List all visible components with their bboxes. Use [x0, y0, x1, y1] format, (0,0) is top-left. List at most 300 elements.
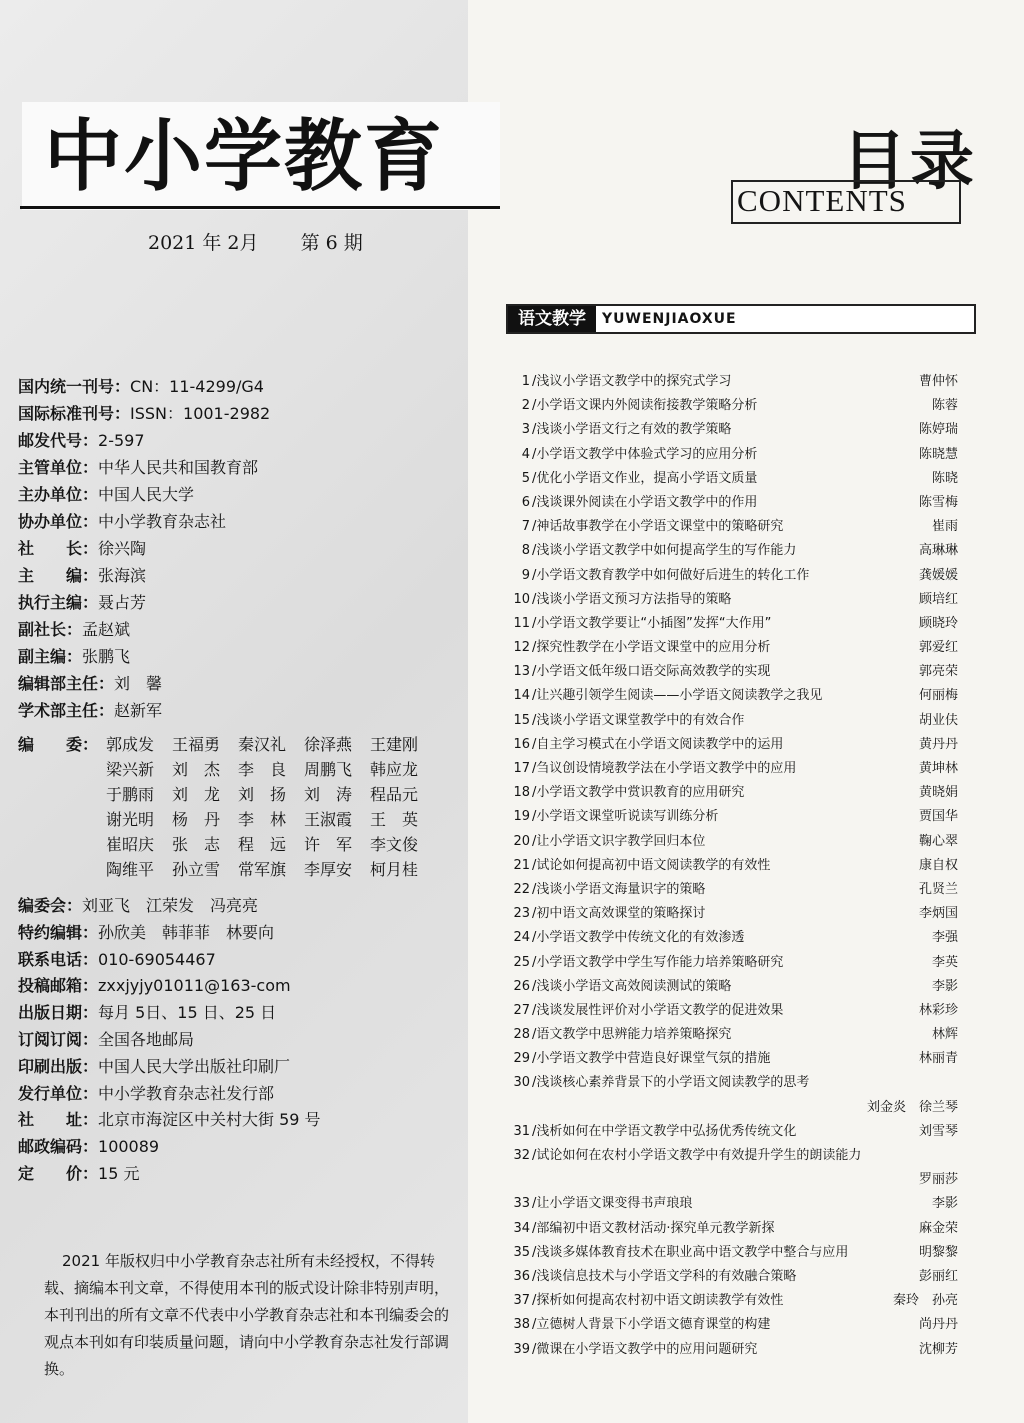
toc-item-title [508, 709, 744, 733]
toc-item-text: 立德树人背景下小学语文德育课堂的构建 [536, 1317, 771, 1333]
toc-item[interactable] [508, 418, 958, 442]
editor-row [18, 782, 458, 807]
toc-separator: / [532, 785, 537, 801]
info-key: 副社长： [18, 620, 83, 639]
toc-item-author: 麻金荣 [918, 1220, 958, 1236]
issue-date: 2021 年 2月 [148, 232, 259, 254]
info-value: 每月 5日、15 日、25 日 [98, 1003, 277, 1023]
info-value: 张鹏飞 [82, 647, 131, 666]
editor-name: 程品元 [370, 785, 419, 804]
info-row [18, 427, 458, 454]
toc-item-title [508, 1144, 861, 1168]
toc-item-text: 浅谈小学语文高效阅读测试的策略 [536, 978, 732, 994]
editor-name: 刘 杰 [172, 760, 221, 779]
toc-item-title [508, 636, 770, 660]
toc-separator: / [532, 1123, 537, 1139]
editor-name: 孙立雪 [172, 860, 221, 879]
issue-line [148, 228, 399, 255]
toc-separator: / [532, 930, 537, 946]
info-key: 定 价： [18, 1163, 99, 1183]
toc-item[interactable] [508, 1241, 958, 1265]
toc-item-author: 鞠心翠 [918, 833, 958, 849]
toc-item-title [508, 370, 731, 394]
toc-item-title [508, 491, 757, 515]
toc-item-text: 语文教学中思辨能力培养策略探究 [536, 1027, 732, 1043]
toc-item-author: 曹仲怀 [918, 374, 958, 389]
toc-item[interactable] [508, 515, 958, 539]
editor-row [18, 807, 458, 832]
toc-item-number: 4 [521, 446, 530, 462]
toc-separator: / [532, 1075, 537, 1091]
editorial-board-label: 编 委： [18, 735, 99, 754]
toc-item-text: 让小学语文识字教学回归本位 [536, 833, 706, 849]
toc-item-text: 小学语文课堂听说读写训练分析 [536, 809, 719, 825]
toc-item-text: 探析如何提高农村初中语文朗读教学有效性 [536, 1293, 784, 1309]
info-key: 印刷出版： [18, 1056, 99, 1076]
toc-item-title [508, 684, 822, 708]
toc-item-title [508, 1192, 692, 1216]
info-key: 投稿邮箱： [18, 976, 99, 996]
editor-name: 韩应龙 [370, 760, 419, 779]
toc-item-number: 18 [513, 785, 530, 801]
toc-item-number: 38 [513, 1317, 530, 1333]
info-row [18, 481, 458, 508]
toc-item[interactable] [508, 1192, 958, 1216]
toc-item-text: 微课在小学语文教学中的应用问题研究 [536, 1341, 758, 1357]
info-row [18, 947, 458, 974]
toc-item-title [508, 999, 783, 1023]
editor-name: 王福勇 [172, 735, 221, 754]
toc-item-number: 28 [513, 1027, 530, 1043]
toc-item-number: 36 [513, 1268, 530, 1284]
info-row [18, 1000, 458, 1027]
toc-separator: / [532, 978, 537, 994]
editor-name: 谢光明 [106, 810, 155, 829]
toc-item[interactable] [508, 975, 958, 999]
contents-title-en: CONTENTS [737, 183, 907, 218]
info-value: zxxjyjy01011@163-com [98, 976, 291, 996]
toc-item-author: 郭亮荣 [918, 664, 958, 680]
toc-item-author: 顾培红 [918, 591, 958, 607]
editor-name: 王建刚 [370, 735, 419, 754]
toc-item-author: 林辉 [931, 1027, 958, 1043]
toc-item-author: 秦玲 孙亮 [892, 1293, 958, 1309]
toc-item-number: 29 [513, 1051, 530, 1067]
toc-item[interactable] [508, 539, 958, 563]
toc-item-text: 让兴趣引领学生阅读——小学语文阅读教学之我见 [536, 688, 823, 704]
toc-item-text: 小学语文教育教学中如何做好后进生的转化工作 [536, 567, 810, 583]
toc-item[interactable] [508, 370, 958, 394]
toc-separator: / [532, 809, 537, 825]
toc-item-author: 林彩珍 [918, 1002, 958, 1018]
toc-item[interactable] [508, 1217, 958, 1241]
editor-name: 李 良 [238, 760, 287, 779]
info-value: 刘 馨 [114, 674, 163, 693]
toc-item-author: 崔雨 [931, 519, 958, 535]
info-key: 邮政编码： [18, 1137, 99, 1157]
editor-name: 王淑霞 [304, 810, 353, 829]
toc-item[interactable] [508, 781, 958, 805]
toc-item-number: 34 [513, 1220, 530, 1236]
info-value: 中小学教育杂志社 [98, 512, 227, 531]
toc-item-author: 沈柳芳 [918, 1341, 958, 1357]
toc-item-author: 黄晓娟 [918, 785, 958, 801]
toc-item-author: 罗丽莎 [918, 1172, 958, 1188]
toc-item-number: 30 [513, 1075, 530, 1091]
toc-item[interactable] [508, 733, 958, 757]
toc-separator: / [532, 857, 537, 873]
toc-item-author: 彭丽红 [918, 1268, 958, 1284]
toc-item-number: 33 [513, 1196, 530, 1212]
toc-item-title [508, 975, 731, 999]
toc-item[interactable] [508, 1023, 958, 1047]
title-rule [20, 206, 500, 209]
info-row [18, 697, 458, 724]
toc-separator: / [532, 640, 537, 656]
toc-item-title [508, 926, 744, 950]
toc-item[interactable] [508, 999, 958, 1023]
toc-item-author: 陈蓉 [931, 398, 958, 414]
toc-item[interactable] [508, 830, 958, 854]
toc-item[interactable] [508, 1071, 958, 1119]
info-row [18, 508, 458, 535]
editor-name: 梁兴新 [106, 760, 155, 779]
section-title-cn: 语文教学 [508, 306, 596, 332]
toc-separator: / [532, 1196, 537, 1212]
toc-separator: / [532, 398, 537, 414]
toc-item-text: 刍议创设情境教学法在小学语文教学中的应用 [536, 761, 797, 776]
toc-item[interactable] [508, 564, 958, 588]
section-header [506, 304, 976, 334]
toc-item-number: 32 [513, 1148, 530, 1164]
toc-separator: / [532, 567, 537, 583]
toc-item-title [508, 1047, 770, 1071]
toc-item-title [508, 539, 796, 563]
toc-list [508, 370, 958, 1362]
toc-item-text: 浅谈核心素养背景下的小学语文阅读教学的思考 [536, 1075, 810, 1091]
toc-item[interactable] [508, 1338, 958, 1362]
editor-name: 郭成发 [106, 735, 155, 754]
toc-item[interactable] [508, 926, 958, 950]
info-row [18, 670, 458, 697]
info-key: 编辑部主任： [18, 674, 115, 693]
toc-item-text: 让小学语文课变得书声琅琅 [536, 1196, 693, 1212]
toc-separator: / [532, 906, 537, 922]
toc-item-title [508, 733, 783, 757]
toc-separator: / [532, 761, 537, 776]
toc-item-title [508, 1313, 770, 1337]
toc-item-number: 8 [521, 543, 530, 559]
toc-item[interactable] [508, 467, 958, 491]
toc-item[interactable] [508, 1265, 958, 1289]
toc-item[interactable] [508, 394, 958, 418]
toc-item-text: 浅议小学语文教学中的探究式学习 [536, 374, 732, 389]
toc-item-number: 27 [513, 1002, 530, 1018]
toc-item-text: 试论如何提高初中语文阅读教学的有效性 [536, 857, 771, 873]
toc-item-number: 9 [521, 567, 530, 583]
info-row [18, 1054, 458, 1081]
toc-separator: / [532, 1002, 537, 1018]
toc-item-title [508, 1241, 848, 1265]
toc-item-title [508, 878, 705, 902]
toc-separator: / [532, 712, 537, 728]
toc-item-number: 37 [513, 1293, 530, 1309]
toc-item-text: 小学语文课内外阅读衔接教学策略分析 [536, 398, 758, 414]
info-row [18, 1134, 458, 1161]
toc-separator: / [532, 881, 537, 897]
toc-item[interactable] [508, 878, 958, 902]
info-row [18, 1161, 458, 1188]
info-key: 特约编辑： [18, 922, 99, 942]
info-key: 订阅订阅： [18, 1029, 99, 1049]
toc-item-title [508, 830, 705, 854]
toc-item-author: 高琳琳 [918, 543, 958, 559]
toc-item-number: 11 [513, 615, 530, 631]
info-value: 中国人民大学出版社印刷厂 [98, 1056, 291, 1076]
info-row [18, 589, 458, 616]
info-row [18, 893, 458, 920]
toc-item-title [508, 467, 757, 491]
toc-item[interactable] [508, 805, 958, 829]
editor-row [18, 832, 458, 857]
toc-item-author: 贾国华 [918, 809, 958, 825]
toc-item[interactable] [508, 491, 958, 515]
toc-item-title [508, 612, 771, 636]
toc-item-author: 胡业伕 [918, 712, 958, 728]
toc-item-text: 优化小学语文作业，提高小学语文质量 [536, 470, 758, 486]
toc-item-title [508, 394, 757, 418]
toc-separator: / [532, 1341, 537, 1357]
toc-item-number: 6 [521, 494, 530, 510]
toc-item-number: 16 [513, 736, 530, 752]
editor-name: 王 英 [370, 810, 419, 829]
toc-item[interactable] [508, 588, 958, 612]
toc-item[interactable] [508, 854, 958, 878]
info-value: 全国各地邮局 [98, 1029, 195, 1049]
masthead-info [18, 373, 458, 724]
toc-item-number: 13 [513, 664, 530, 680]
toc-item-author: 黄丹丹 [918, 736, 958, 752]
editorial-board [18, 732, 458, 882]
toc-item-number: 1 [521, 374, 530, 389]
masthead-info-2 [18, 893, 458, 1188]
issue-number: 第 6 期 [300, 232, 363, 254]
toc-item-number: 21 [513, 857, 530, 873]
toc-item-author: 孔贤兰 [918, 881, 958, 897]
toc-item-author: 黄坤林 [918, 761, 958, 776]
toc-item-title [508, 588, 731, 612]
info-row [18, 973, 458, 1000]
toc-item-title [508, 805, 718, 829]
editor-name: 于鹏雨 [106, 785, 155, 804]
editor-row [18, 732, 458, 757]
toc-item-number: 39 [513, 1341, 530, 1357]
toc-item[interactable] [508, 757, 958, 781]
toc-item-author: 陈晓 [931, 470, 958, 486]
toc-separator: / [532, 422, 537, 438]
toc-item-text: 浅谈小学语文海量识字的策略 [536, 881, 706, 897]
toc-item-author: 李炳国 [918, 906, 958, 922]
toc-item[interactable] [508, 1289, 958, 1313]
toc-item-number: 14 [513, 688, 530, 704]
toc-item-author: 李英 [931, 954, 958, 970]
toc-item-text: 浅谈信息技术与小学语文学科的有效融合策略 [536, 1268, 797, 1284]
info-value: 010-69054467 [98, 949, 216, 969]
toc-item-text: 小学语文教学中体验式学习的应用分析 [536, 446, 758, 462]
info-row [18, 1107, 458, 1134]
toc-item-number: 19 [513, 809, 530, 825]
toc-separator: / [532, 1051, 537, 1067]
toc-item-number: 15 [513, 712, 530, 728]
toc-item-title [508, 1120, 796, 1144]
info-value: 赵新军 [114, 701, 163, 720]
info-row [18, 535, 458, 562]
toc-item-text: 浅谈课外阅读在小学语文教学中的作用 [536, 494, 758, 510]
info-value: 徐兴陶 [98, 539, 147, 558]
toc-item-text: 浅谈小学语文行之有效的教学策略 [536, 422, 732, 438]
toc-item-text: 浅谈小学语文课堂教学中的有效合作 [536, 712, 745, 728]
toc-item-number: 5 [521, 470, 530, 486]
toc-item-text: 神话故事教学在小学语文课堂中的策略研究 [536, 519, 784, 535]
toc-item-title [508, 515, 783, 539]
info-value: 中国人民大学 [98, 485, 195, 504]
toc-separator: / [532, 954, 537, 970]
info-value: 北京市海淀区中关村大街 59 号 [98, 1110, 321, 1130]
editor-name: 张 志 [172, 835, 221, 854]
editor-name: 程 远 [238, 835, 287, 854]
toc-item-author: 李影 [931, 978, 958, 994]
toc-separator: / [532, 519, 537, 535]
info-row [18, 920, 458, 947]
toc-item-title [508, 951, 783, 975]
editor-name: 徐泽燕 [304, 735, 353, 754]
editor-name: 杨 丹 [172, 810, 221, 829]
info-row [18, 562, 458, 589]
toc-item-author: 林丽青 [918, 1051, 958, 1067]
toc-item-text: 部编初中语文教材活动·探究单元教学新探 [536, 1220, 775, 1236]
toc-item-number: 2 [521, 398, 530, 414]
section-title-en: YUWENJIAOXUE [602, 311, 737, 327]
toc-separator: / [532, 494, 537, 510]
info-key: 编委会： [18, 896, 83, 915]
toc-item-number: 31 [513, 1123, 530, 1139]
toc-separator: / [532, 1293, 537, 1309]
toc-item-text: 小学语文教学中营造良好课堂气氛的措施 [536, 1051, 771, 1067]
toc-item[interactable] [508, 1313, 958, 1337]
toc-separator: / [532, 374, 537, 389]
toc-item-text: 小学语文教学中传统文化的有效渗透 [536, 930, 745, 946]
toc-item-text: 小学语文教学要让“小插图”发挥“大作用” [536, 615, 772, 631]
toc-item[interactable] [508, 1144, 958, 1192]
toc-item-text: 浅谈发展性评价对小学语文教学的促进效果 [536, 1002, 784, 1018]
toc-separator: / [532, 1317, 537, 1333]
toc-item-number: 35 [513, 1244, 530, 1260]
editor-name: 许 军 [304, 835, 353, 854]
info-row [18, 1081, 458, 1108]
info-key: 社 长： [18, 539, 99, 558]
info-value: 中小学教育杂志社发行部 [98, 1083, 275, 1103]
toc-item-author: 龚媛媛 [918, 567, 958, 583]
toc-item-title [508, 757, 796, 781]
toc-item-title [508, 781, 744, 805]
toc-item-author: 明黎黎 [918, 1244, 958, 1260]
editor-name: 李文俊 [370, 835, 419, 854]
toc-separator: / [532, 664, 537, 680]
toc-item-text: 探究性教学在小学语文课堂中的应用分析 [536, 640, 771, 656]
info-value: 2-597 [98, 431, 145, 450]
toc-item-text: 初中语文高效课堂的策略探讨 [536, 906, 706, 922]
info-key: 国际标准刊号： [18, 404, 131, 423]
toc-item[interactable] [508, 636, 958, 660]
toc-item[interactable] [508, 443, 958, 467]
toc-separator: / [532, 591, 537, 607]
info-key: 副主编： [18, 647, 83, 666]
toc-item[interactable] [508, 1047, 958, 1071]
toc-item-number: 20 [513, 833, 530, 849]
toc-item-author: 郭爱红 [918, 640, 958, 656]
editor-row [18, 857, 458, 882]
info-key: 学术部主任： [18, 701, 115, 720]
toc-item-author: 顾晓玲 [918, 615, 958, 631]
info-value: CN：11-4299/G4 [130, 377, 264, 396]
toc-item-author: 李影 [931, 1196, 958, 1212]
toc-item-number: 23 [513, 906, 530, 922]
info-value: 聂占芳 [98, 593, 147, 612]
toc-item-number: 12 [513, 640, 530, 656]
toc-item-author: 康自权 [918, 857, 958, 873]
toc-item-number: 7 [521, 519, 530, 535]
toc-item[interactable] [508, 660, 958, 684]
toc-item-author: 陈晓慧 [918, 446, 958, 462]
toc-item[interactable] [508, 902, 958, 926]
editor-name: 柯月桂 [370, 860, 419, 879]
toc-separator: / [532, 1148, 537, 1164]
info-value: 张海滨 [98, 566, 147, 585]
toc-item-text: 小学语文教学中赏识教育的应用研究 [536, 785, 745, 801]
toc-item[interactable] [508, 684, 958, 708]
toc-item-author: 刘雪琴 [918, 1123, 958, 1139]
info-key: 国内统一刊号： [18, 377, 131, 396]
info-key: 出版日期： [18, 1003, 99, 1023]
toc-item-text: 浅析如何在中学语文教学中弘扬优秀传统文化 [536, 1123, 797, 1139]
toc-item-text: 小学语文低年级口语交际高效教学的实现 [536, 664, 771, 680]
info-key: 协办单位： [18, 512, 99, 531]
toc-item[interactable] [508, 1120, 958, 1144]
info-key: 发行单位： [18, 1083, 99, 1103]
toc-separator: / [532, 543, 537, 559]
toc-item-title [508, 1217, 775, 1241]
toc-item-title [508, 902, 705, 926]
info-row [18, 400, 458, 427]
editor-name: 刘 涛 [304, 785, 353, 804]
editor-name: 秦汉礼 [238, 735, 287, 754]
toc-item-text: 自主学习模式在小学语文阅读教学中的运用 [536, 736, 784, 752]
toc-item-text: 浅谈小学语文教学中如何提高学生的写作能力 [536, 543, 797, 559]
toc-item[interactable] [508, 709, 958, 733]
editor-name: 陶维平 [106, 860, 155, 879]
toc-item-title [508, 1338, 757, 1362]
toc-item-title [508, 854, 770, 878]
editor-name: 崔昭庆 [106, 835, 155, 854]
toc-separator: / [532, 1268, 537, 1284]
toc-separator: / [532, 833, 537, 849]
toc-item-number: 26 [513, 978, 530, 994]
toc-item-author: 何丽梅 [918, 688, 958, 704]
toc-item[interactable] [508, 951, 958, 975]
toc-item[interactable] [508, 612, 958, 636]
magazine-title: 中小学教育 [44, 112, 445, 202]
toc-item-title [508, 418, 731, 442]
